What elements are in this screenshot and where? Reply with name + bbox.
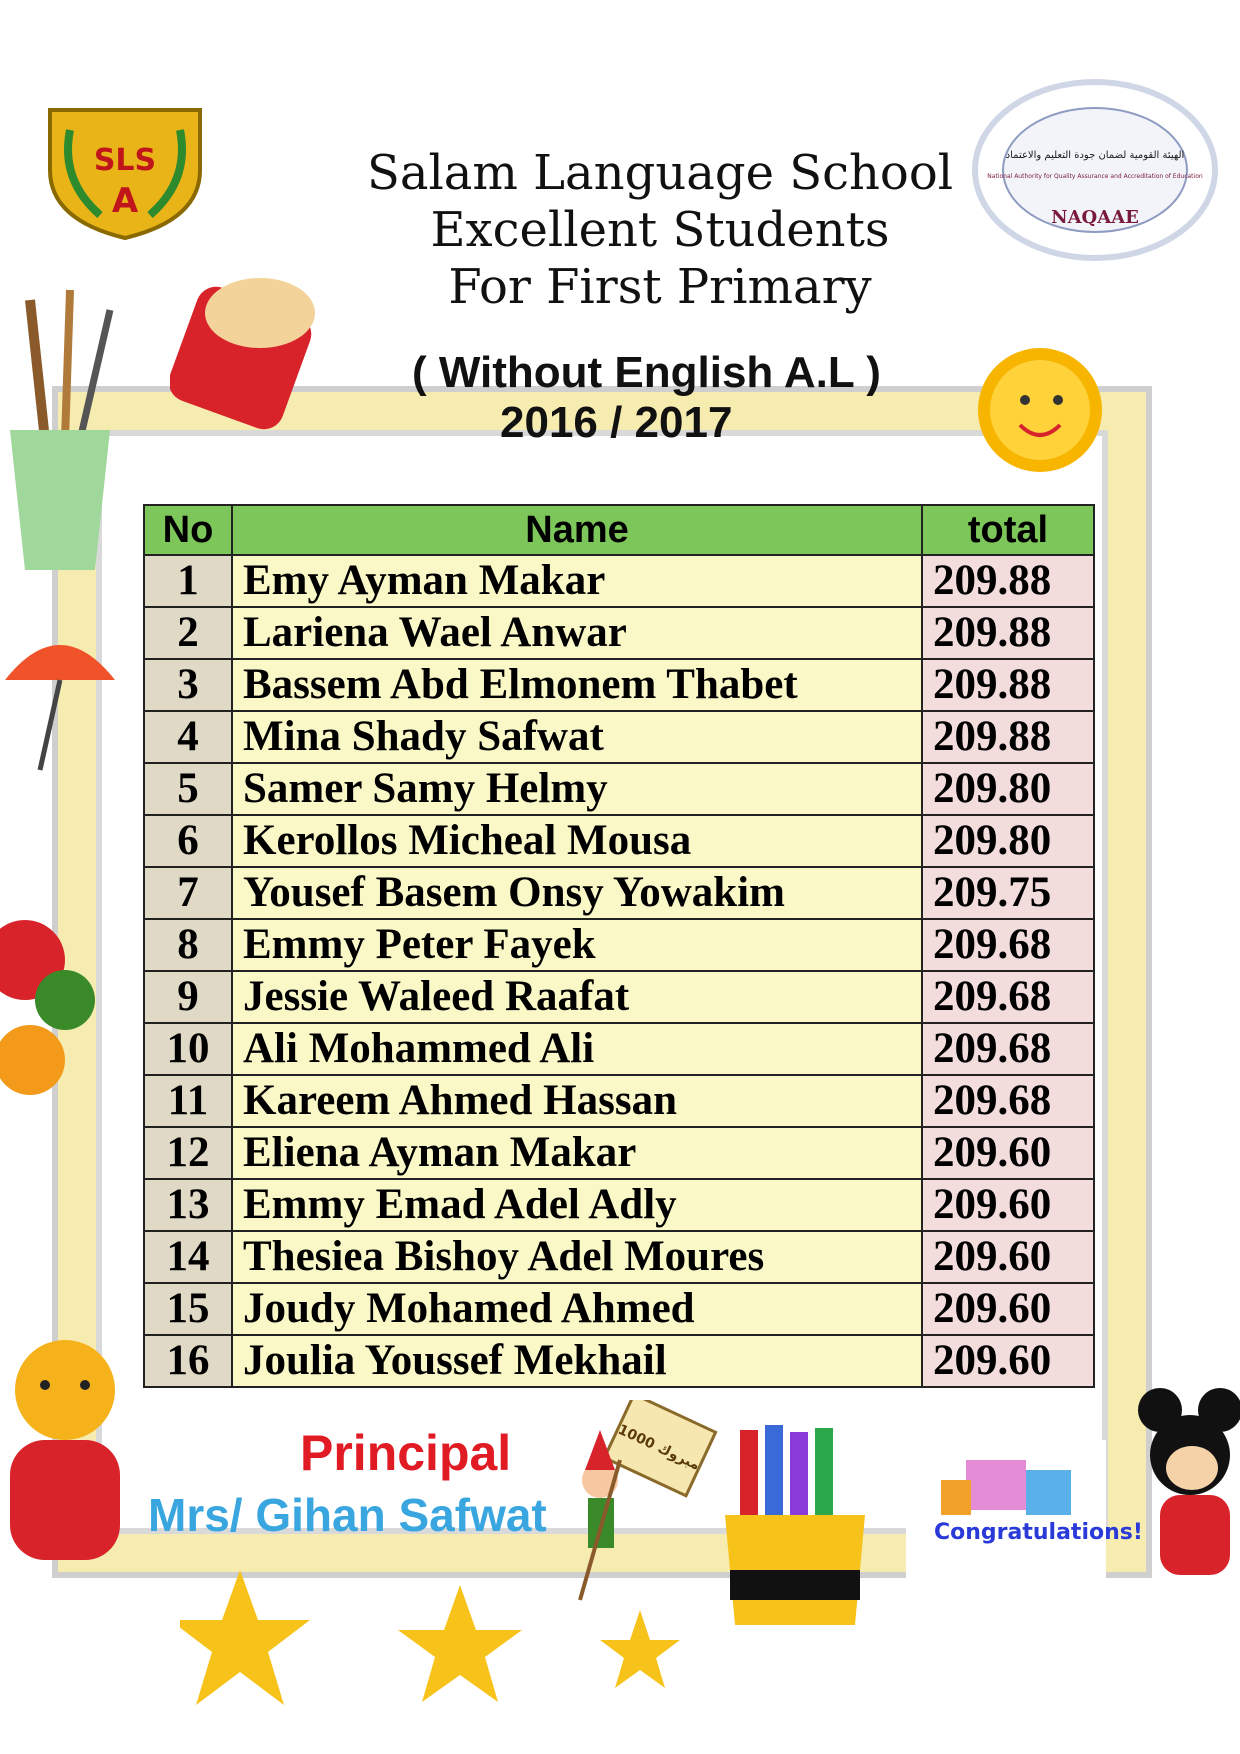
header-total: total	[922, 505, 1094, 555]
seal-arabic-text: الهيئة القومية لضمان جودة التعليم والاعتماد	[1005, 150, 1185, 161]
student-name: Emy Ayman Makar	[232, 555, 922, 607]
student-total: 209.80	[922, 763, 1094, 815]
row-number: 12	[144, 1127, 232, 1179]
table-row	[144, 1179, 1094, 1231]
table-row	[144, 1283, 1094, 1335]
principal-label: Principal	[300, 1425, 512, 1481]
student-total: 209.60	[922, 1335, 1094, 1387]
row-number: 8	[144, 919, 232, 971]
student-name: Thesiea Bishoy Adel Moures	[232, 1231, 922, 1283]
header-no: No	[144, 505, 232, 555]
student-total: 209.88	[922, 607, 1094, 659]
student-total: 209.68	[922, 1023, 1094, 1075]
student-total: 209.60	[922, 1179, 1094, 1231]
row-number: 6	[144, 815, 232, 867]
student-total: 209.68	[922, 1075, 1094, 1127]
drum-illustration	[170, 258, 320, 438]
table-row	[144, 867, 1094, 919]
row-number: 14	[144, 1231, 232, 1283]
student-name: Joudy Mohamed Ahmed	[232, 1283, 922, 1335]
row-number: 1	[144, 555, 232, 607]
row-number: 5	[144, 763, 232, 815]
logo-letters: SLS	[93, 143, 157, 178]
principal-name: Mrs/ Gihan Safwat	[148, 1489, 547, 1541]
student-total: 209.80	[922, 815, 1094, 867]
table-row	[144, 1023, 1094, 1075]
congratulations-card	[906, 1440, 1143, 1580]
row-number: 4	[144, 711, 232, 763]
table-row	[144, 659, 1094, 711]
row-number: 13	[144, 1179, 232, 1231]
academic-year: 2016 / 2017	[500, 398, 733, 447]
student-total: 209.60	[922, 1231, 1094, 1283]
row-number: 10	[144, 1023, 232, 1075]
congrats-text: Congratulations!	[934, 1520, 1143, 1545]
student-name: Yousef Basem Onsy Yowakim	[232, 867, 922, 919]
student-total: 209.88	[922, 711, 1094, 763]
row-number: 9	[144, 971, 232, 1023]
header-name: Name	[232, 505, 922, 555]
table-row	[144, 1335, 1094, 1387]
table-row	[144, 1075, 1094, 1127]
table-row	[144, 1231, 1094, 1283]
student-total: 209.68	[922, 919, 1094, 971]
table-row	[144, 607, 1094, 659]
table-row	[144, 763, 1094, 815]
flag-text: 1000 مبروك	[615, 1421, 703, 1474]
student-name: Kerollos Micheal Mousa	[232, 815, 922, 867]
student-total: 209.60	[922, 1283, 1094, 1335]
table-row	[144, 1127, 1094, 1179]
student-name: Eliena Ayman Makar	[232, 1127, 922, 1179]
student-total: 209.60	[922, 1127, 1094, 1179]
title-line3: For First Primary	[448, 259, 872, 315]
student-name: Ali Mohammed Ali	[232, 1023, 922, 1075]
student-total: 209.68	[922, 971, 1094, 1023]
row-number: 2	[144, 607, 232, 659]
table-header-row	[144, 505, 1094, 555]
table-row	[144, 815, 1094, 867]
student-name: Bassem Abd Elmonem Thabet	[232, 659, 922, 711]
student-name: Emmy Peter Fayek	[232, 919, 922, 971]
student-total: 209.88	[922, 659, 1094, 711]
title-line2: Excellent Students	[430, 202, 890, 258]
school-shield-logo	[40, 100, 210, 240]
sun-illustration	[960, 320, 1120, 490]
row-number: 11	[144, 1075, 232, 1127]
table-row	[144, 971, 1094, 1023]
row-number: 15	[144, 1283, 232, 1335]
umbrella-illustration	[0, 610, 120, 780]
row-number: 7	[144, 867, 232, 919]
seal-abbr: NAQAAE	[1051, 207, 1139, 228]
row-number: 3	[144, 659, 232, 711]
student-name: Jessie Waleed Raafat	[232, 971, 922, 1023]
logo-letter-a: A	[111, 181, 139, 221]
student-name: Lariena Wael Anwar	[232, 607, 922, 659]
row-number: 16	[144, 1335, 232, 1387]
results-table	[143, 504, 1095, 1388]
seal-english-text: National Authority for Quality Assurance and Accreditation of Education	[987, 173, 1203, 180]
crayon-box-illustration	[720, 1420, 870, 1630]
gift-icon	[906, 1440, 1106, 1580]
naqaae-seal	[970, 78, 1220, 263]
subtitle-note: ( Without English A.L )	[412, 348, 881, 397]
student-total: 209.75	[922, 867, 1094, 919]
table-row	[144, 919, 1094, 971]
mickey-illustration	[1120, 1380, 1240, 1600]
gnome-flag-illustration	[560, 1400, 720, 1610]
student-total: 209.88	[922, 555, 1094, 607]
school-title: Salam Language School	[366, 145, 954, 201]
pooh-bear-illustration	[0, 1330, 140, 1630]
table-row	[144, 711, 1094, 763]
fruit-illustration	[0, 880, 100, 1140]
student-name: Samer Samy Helmy	[232, 763, 922, 815]
student-name: Joulia Youssef Mekhail	[232, 1335, 922, 1387]
paint-brushes-cup	[0, 280, 130, 580]
table-row	[144, 555, 1094, 607]
student-name: Kareem Ahmed Hassan	[232, 1075, 922, 1127]
student-name: Mina Shady Safwat	[232, 711, 922, 763]
student-name: Emmy Emad Adel Adly	[232, 1179, 922, 1231]
